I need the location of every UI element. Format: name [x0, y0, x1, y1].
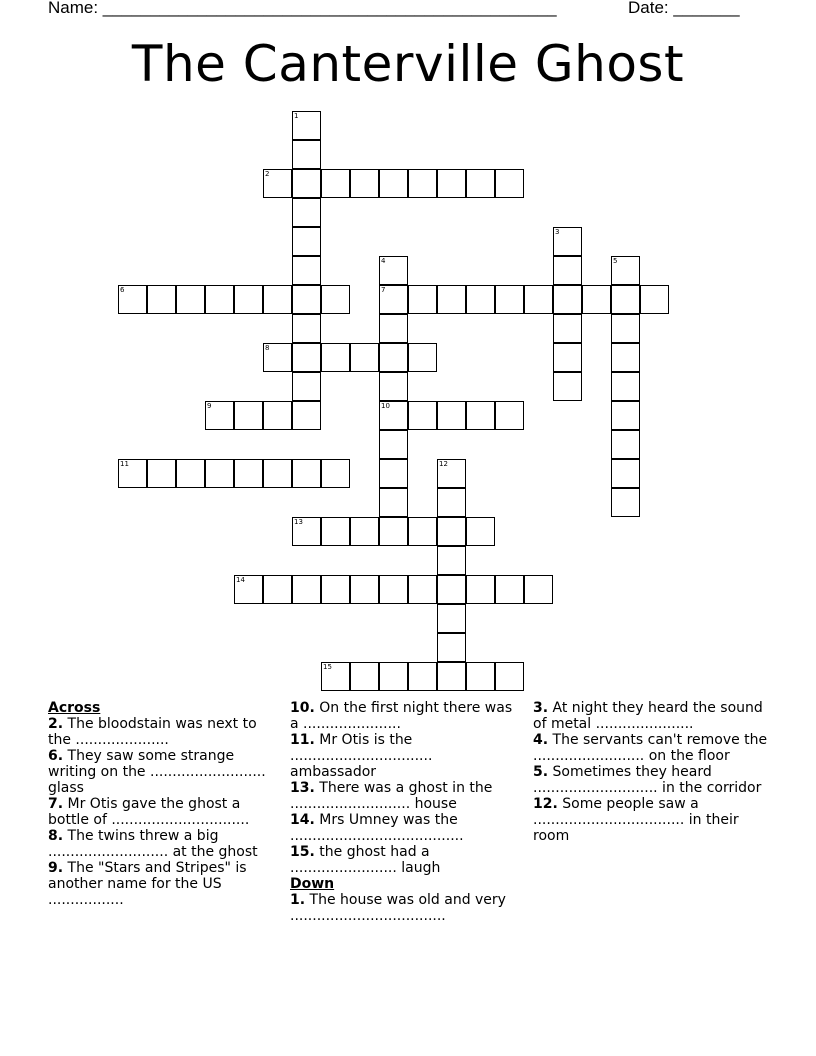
grid-cell[interactable] — [350, 575, 379, 604]
grid-cell[interactable] — [379, 372, 408, 401]
grid-cell[interactable] — [292, 401, 321, 430]
grid-cell[interactable] — [263, 575, 292, 604]
grid-cell[interactable] — [379, 401, 408, 430]
grid-cell[interactable] — [466, 575, 495, 604]
clue-number: 12 — [439, 460, 448, 468]
grid-cell[interactable] — [611, 488, 640, 517]
clue-item-number: 14. — [290, 812, 315, 828]
clue-item-number: 6. — [48, 748, 64, 764]
clue-item-text: Mr Otis is the ................................ ambassador — [290, 732, 433, 780]
clues-column-3 — [533, 700, 773, 844]
clue-item-number: 4. — [533, 732, 549, 748]
grid-cell[interactable] — [292, 111, 321, 140]
grid-cell[interactable] — [205, 285, 234, 314]
clue-number: 10 — [381, 402, 390, 410]
grid-cell[interactable] — [176, 285, 205, 314]
grid-cell[interactable] — [408, 662, 437, 691]
grid-cell[interactable] — [379, 256, 408, 285]
grid-cell[interactable] — [379, 488, 408, 517]
grid-cell[interactable] — [234, 401, 263, 430]
grid-cell[interactable] — [408, 343, 437, 372]
grid-cell[interactable] — [292, 372, 321, 401]
grid-cell[interactable] — [321, 662, 350, 691]
grid-cell[interactable] — [379, 575, 408, 604]
clue-item-number: 7. — [48, 796, 64, 812]
grid-cell[interactable] — [611, 372, 640, 401]
grid-cell[interactable] — [582, 285, 611, 314]
grid-cell[interactable] — [292, 285, 321, 314]
clue-item-number: 15. — [290, 844, 315, 860]
grid-cell[interactable] — [495, 285, 524, 314]
grid-cell[interactable] — [379, 343, 408, 372]
grid-cell[interactable] — [611, 314, 640, 343]
grid-cell[interactable] — [263, 343, 292, 372]
grid-cell[interactable] — [466, 169, 495, 198]
grid-cell[interactable] — [495, 662, 524, 691]
grid-cell[interactable] — [553, 256, 582, 285]
clue-number: 11 — [120, 460, 129, 468]
grid-cell[interactable] — [292, 343, 321, 372]
grid-cell[interactable] — [379, 662, 408, 691]
grid-cell[interactable] — [205, 401, 234, 430]
grid-cell[interactable] — [263, 401, 292, 430]
clue-item-text: There was a ghost in the ........................... house — [290, 780, 493, 812]
grid-cell[interactable] — [553, 343, 582, 372]
clue-item-text: The house was old and very ................................... — [290, 892, 506, 924]
grid-cell[interactable] — [437, 459, 466, 488]
grid-cell[interactable] — [234, 575, 263, 604]
grid-cell[interactable] — [553, 372, 582, 401]
grid-cell[interactable] — [118, 285, 147, 314]
clue-item-text: On the first night there was a ...................... — [290, 700, 513, 732]
grid-cell[interactable] — [350, 169, 379, 198]
clue-item-text: They saw some strange writing on the .......................... glass — [48, 748, 266, 796]
grid-cell[interactable] — [611, 256, 640, 285]
grid-cell[interactable] — [263, 169, 292, 198]
grid-cell[interactable] — [263, 285, 292, 314]
grid-cell[interactable] — [321, 575, 350, 604]
grid-cell[interactable] — [640, 285, 669, 314]
grid-cell[interactable] — [379, 314, 408, 343]
grid-cell[interactable] — [147, 285, 176, 314]
grid-cell[interactable] — [611, 285, 640, 314]
grid-cell[interactable] — [437, 517, 466, 546]
grid-cell[interactable] — [466, 401, 495, 430]
grid-cell[interactable] — [321, 169, 350, 198]
grid-cell[interactable] — [524, 575, 553, 604]
grid-cell[interactable] — [321, 285, 350, 314]
clue-number: 7 — [381, 286, 386, 294]
clue-item-text: Mrs Umney was the ....................................... — [290, 812, 464, 844]
clue-item-number: 10. — [290, 700, 315, 716]
grid-cell[interactable] — [524, 285, 553, 314]
grid-cell[interactable] — [292, 198, 321, 227]
clue-item — [48, 796, 273, 828]
grid-cell[interactable] — [408, 285, 437, 314]
clue-number: 15 — [323, 663, 332, 671]
grid-cell[interactable] — [379, 169, 408, 198]
grid-cell[interactable] — [466, 285, 495, 314]
grid-cell[interactable] — [350, 343, 379, 372]
grid-cell[interactable] — [292, 575, 321, 604]
clue-item — [48, 748, 273, 796]
clue-item-text: The twins threw a big ........................... at the ghost — [48, 828, 258, 860]
clue-number: 13 — [294, 518, 303, 526]
clue-section-heading: Across — [48, 700, 101, 716]
grid-cell[interactable] — [350, 517, 379, 546]
clue-item-text: The "Stars and Stripes" is another name for the US ................. — [48, 860, 247, 908]
grid-cell[interactable] — [321, 459, 350, 488]
clue-item-text: Some people saw a .................................. in their room — [533, 796, 739, 844]
clue-item — [290, 700, 520, 732]
clue-item — [533, 796, 773, 844]
grid-cell[interactable] — [292, 227, 321, 256]
grid-cell[interactable] — [292, 169, 321, 198]
grid-cell[interactable] — [205, 459, 234, 488]
grid-cell[interactable] — [292, 459, 321, 488]
grid-cell[interactable] — [408, 169, 437, 198]
clue-item-text: The servants can't remove the ......................... on the floor — [533, 732, 768, 764]
grid-cell[interactable] — [118, 459, 147, 488]
grid-cell[interactable] — [234, 459, 263, 488]
clue-item-number: 3. — [533, 700, 549, 716]
grid-cell[interactable] — [408, 401, 437, 430]
grid-cell[interactable] — [350, 662, 379, 691]
grid-cell[interactable] — [437, 633, 466, 662]
grid-cell[interactable] — [437, 488, 466, 517]
grid-cell[interactable] — [379, 285, 408, 314]
grid-cell[interactable] — [611, 401, 640, 430]
grid-cell[interactable] — [437, 575, 466, 604]
clue-item-number: 2. — [48, 716, 64, 732]
grid-cell[interactable] — [321, 343, 350, 372]
grid-cell[interactable] — [263, 459, 292, 488]
grid-cell[interactable] — [437, 604, 466, 633]
clue-item — [48, 860, 273, 908]
clue-item-number: 8. — [48, 828, 64, 844]
clue-number: 3 — [555, 228, 560, 236]
clue-number: 9 — [207, 402, 212, 410]
clue-item-number: 5. — [533, 764, 549, 780]
grid-cell[interactable] — [553, 285, 582, 314]
grid-cell[interactable] — [147, 459, 176, 488]
clue-item-number: 11. — [290, 732, 315, 748]
clue-section-heading: Down — [290, 876, 335, 892]
clues-column-1 — [48, 700, 273, 908]
clue-item — [48, 716, 273, 748]
clue-item — [290, 780, 520, 812]
clue-item — [533, 764, 773, 796]
grid-cell[interactable] — [611, 343, 640, 372]
grid-cell[interactable] — [466, 517, 495, 546]
grid-cell[interactable] — [553, 227, 582, 256]
grid-cell[interactable] — [292, 517, 321, 546]
clue-number: 14 — [236, 576, 245, 584]
clue-item — [48, 828, 273, 860]
page-title: The Canterville Ghost — [131, 35, 685, 93]
grid-cell[interactable] — [234, 285, 263, 314]
clues-column-2 — [290, 700, 520, 924]
clue-item-text: Sometimes they heard ............................ in the corridor — [533, 764, 762, 796]
grid-cell[interactable] — [292, 314, 321, 343]
clue-number: 1 — [294, 112, 299, 120]
clue-item-number: 1. — [290, 892, 306, 908]
grid-cell[interactable] — [611, 459, 640, 488]
grid-cell[interactable] — [379, 430, 408, 459]
clue-item — [533, 732, 773, 764]
grid-cell[interactable] — [495, 401, 524, 430]
clue-item — [290, 844, 520, 876]
grid-cell[interactable] — [176, 459, 205, 488]
clue-item-text: At night they heard the sound of metal ...................... — [533, 700, 763, 732]
grid-cell[interactable] — [437, 285, 466, 314]
date-field[interactable]: Date: _______ — [628, 0, 740, 17]
grid-cell[interactable] — [379, 459, 408, 488]
grid-cell[interactable] — [437, 546, 466, 575]
grid-cell[interactable] — [437, 401, 466, 430]
grid-cell[interactable] — [408, 517, 437, 546]
clue-item-text: the ghost had a ........................ laugh — [290, 844, 441, 876]
grid-cell[interactable] — [379, 517, 408, 546]
clue-number: 5 — [613, 257, 618, 265]
grid-cell[interactable] — [408, 575, 437, 604]
clue-number: 4 — [381, 257, 386, 265]
clue-item — [290, 812, 520, 844]
clue-item-number: 13. — [290, 780, 315, 796]
clue-item-number: 9. — [48, 860, 64, 876]
clue-number: 8 — [265, 344, 270, 352]
clue-item — [290, 732, 520, 780]
grid-cell[interactable] — [553, 314, 582, 343]
clue-item — [533, 700, 773, 732]
grid-cell[interactable] — [437, 662, 466, 691]
clue-number: 6 — [120, 286, 125, 294]
grid-cell[interactable] — [292, 256, 321, 285]
clue-item-number: 12. — [533, 796, 558, 812]
grid-cell[interactable] — [495, 169, 524, 198]
grid-cell[interactable] — [611, 430, 640, 459]
grid-cell[interactable] — [437, 169, 466, 198]
clue-item-text: The bloodstain was next to the ..................... — [48, 716, 257, 748]
clue-item — [290, 892, 520, 924]
grid-cell[interactable] — [292, 140, 321, 169]
grid-cell[interactable] — [466, 662, 495, 691]
grid-cell[interactable] — [495, 575, 524, 604]
grid-cell[interactable] — [321, 517, 350, 546]
clue-number: 2 — [265, 170, 270, 178]
name-field[interactable]: Name: ________________________________________________ — [48, 0, 557, 17]
clue-item-text: Mr Otis gave the ghost a bottle of ............................... — [48, 796, 250, 828]
